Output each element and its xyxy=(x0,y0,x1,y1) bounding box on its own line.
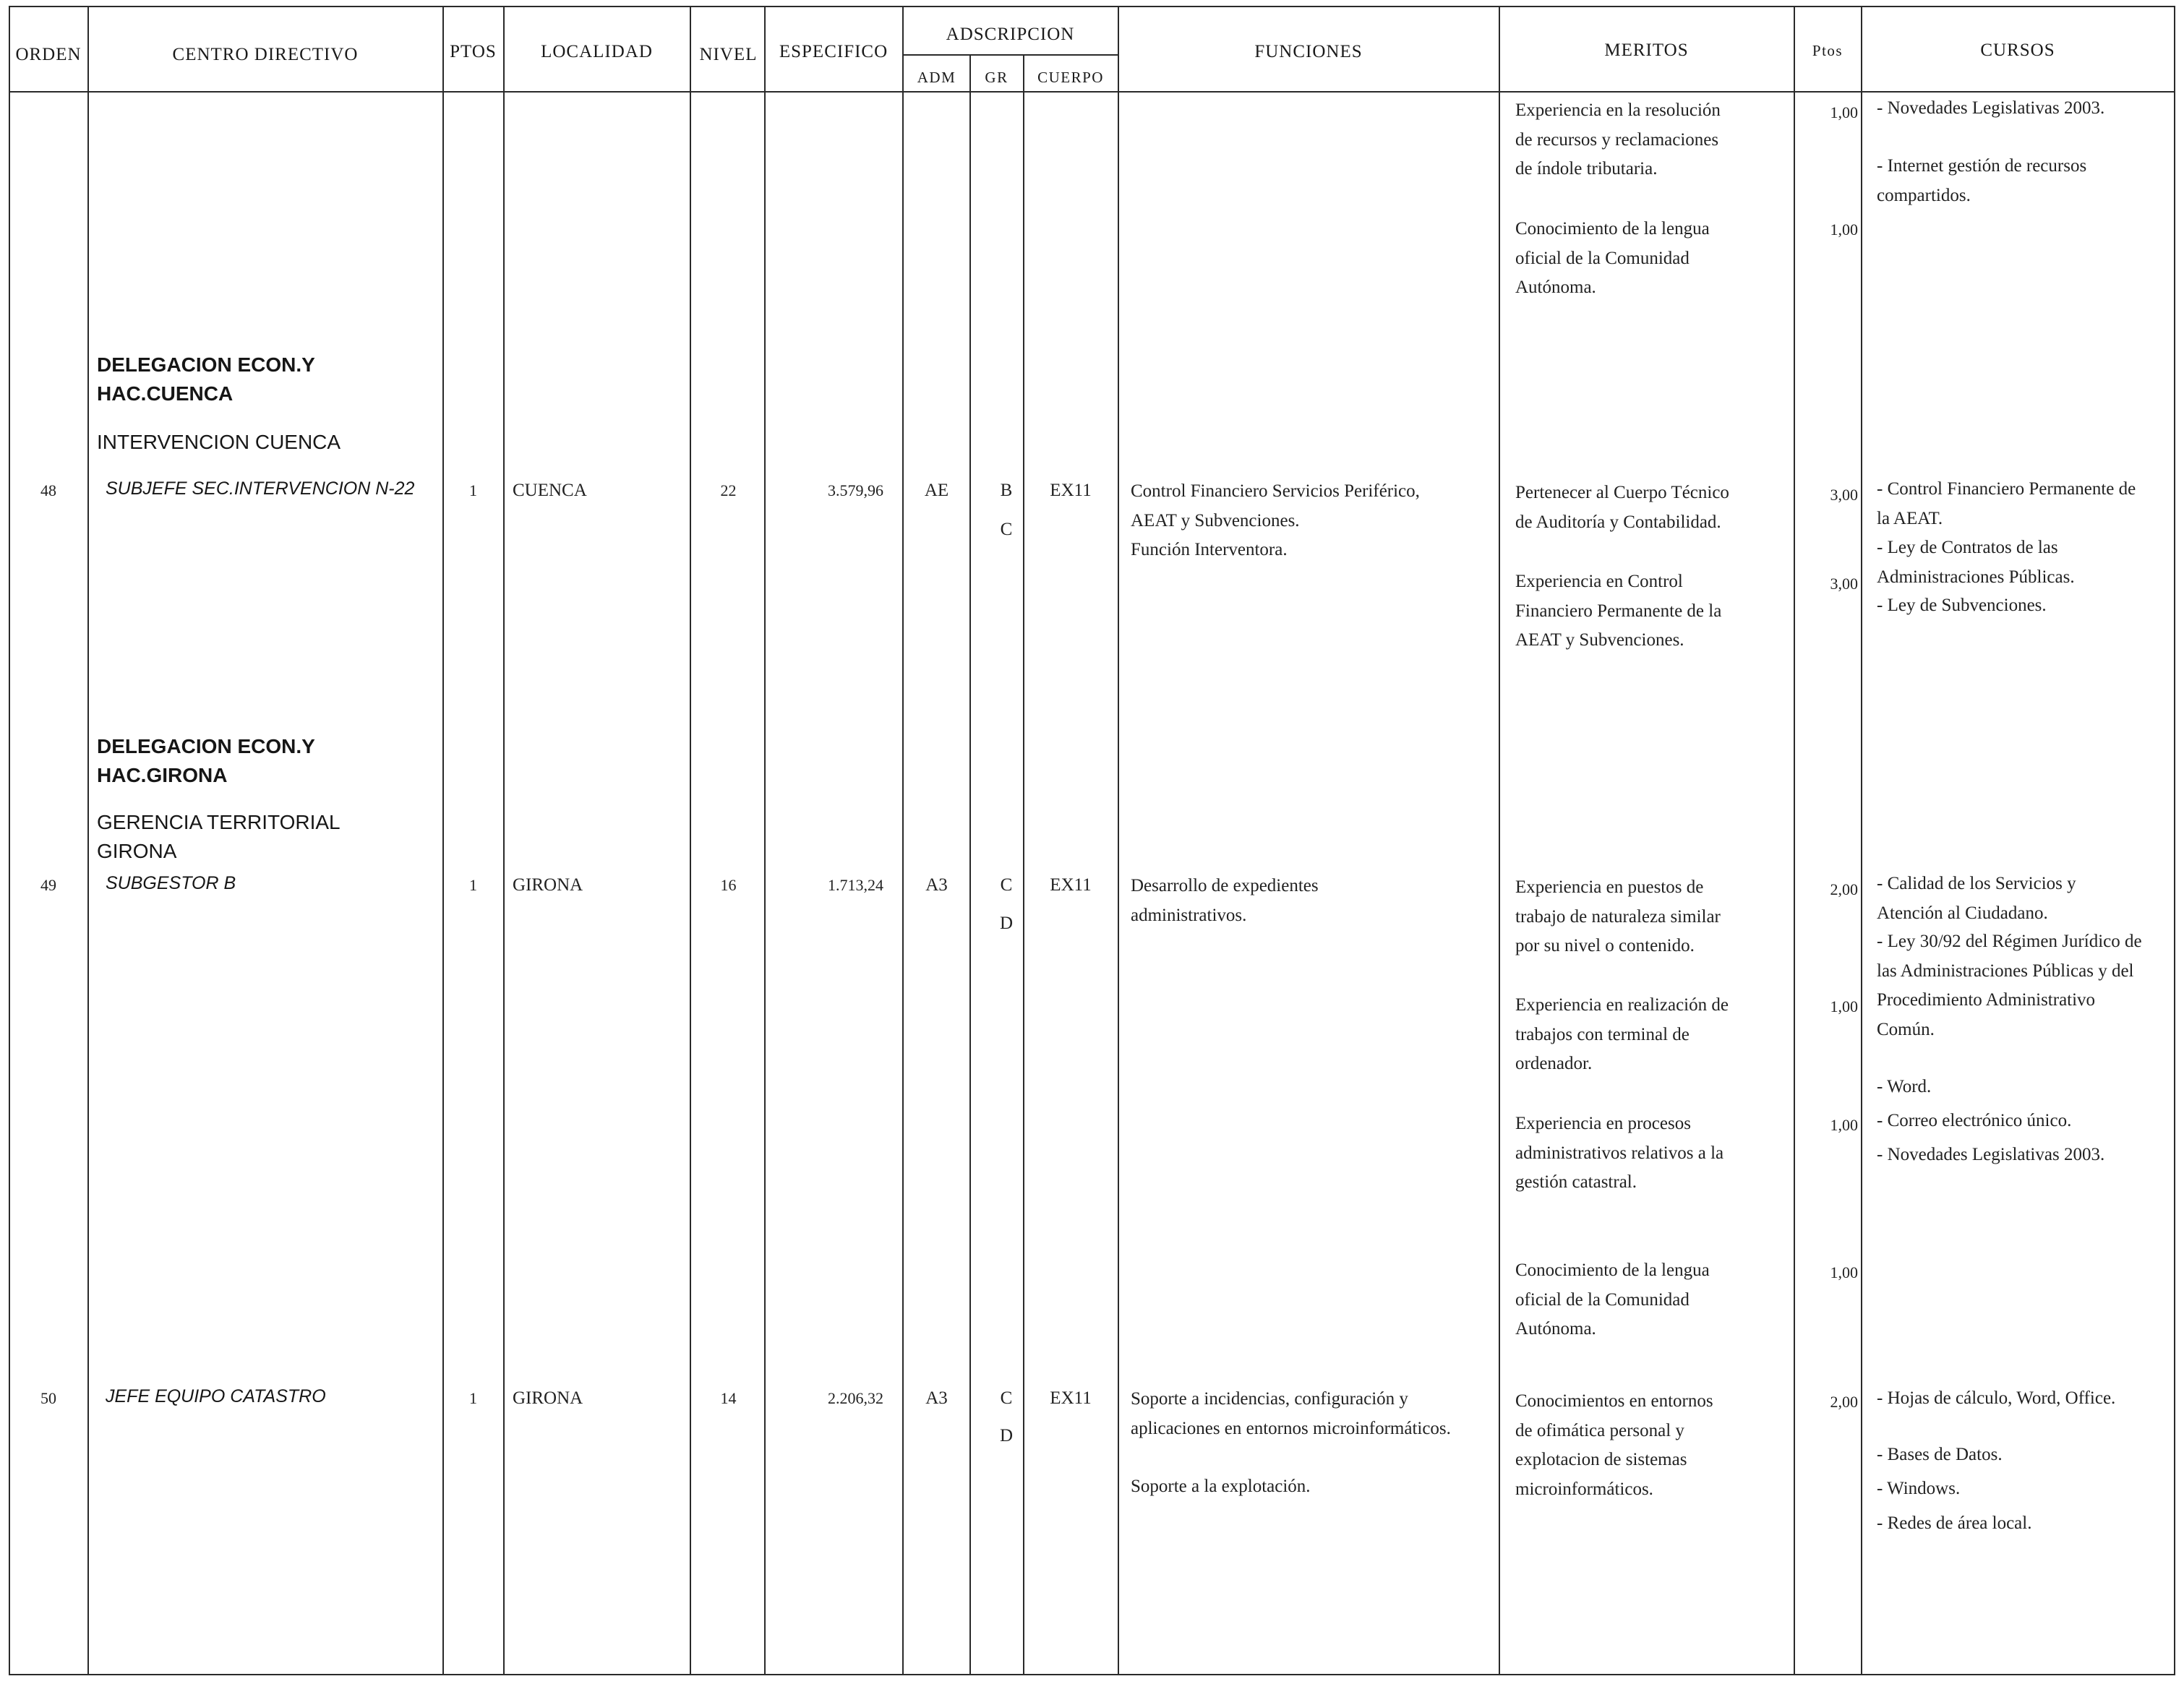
col-border-centro xyxy=(442,6,444,1675)
merito-ptos: 3,00 xyxy=(1830,486,1858,504)
curso-item: - Novedades Legislativas 2003. xyxy=(1877,1145,2105,1164)
row-cuerpo: EX11 xyxy=(1050,1388,1092,1408)
row-nivel: 14 xyxy=(720,1389,737,1407)
header-cursos: CURSOS xyxy=(1980,40,2055,60)
curso-item: - Internet gestión de recursos compartidos. xyxy=(1877,156,2087,205)
col-border-ptos-meritos xyxy=(1861,6,1862,1675)
curso-item: - Calidad de los Servicios y Atención al Ciudadano. xyxy=(1877,874,2076,923)
col-border-cuerpo xyxy=(1118,6,1119,1675)
curso-item: - Word. xyxy=(1877,1077,1932,1096)
col-border-meritos xyxy=(1794,6,1795,1675)
row-funcion: Soporte a incidencias, configuración y aplicaciones en entornos microinformáticos. xyxy=(1131,1389,1451,1438)
header-orden: ORDEN xyxy=(15,45,82,64)
merito-text: Experiencia en realización de trabajos con terminal de ordenador. xyxy=(1515,995,1729,1073)
row-especifico: 3.579,96 xyxy=(828,481,883,499)
row-localidad: GIRONA xyxy=(513,875,583,895)
merito-text: Pertenecer al Cuerpo Técnico de Auditoría y Contabilidad. xyxy=(1515,483,1729,532)
merito-ptos: 1,00 xyxy=(1830,220,1858,239)
table-bottom-border xyxy=(9,1674,2175,1675)
header-bottom-border xyxy=(9,91,2175,93)
table-top-border xyxy=(9,6,2175,7)
row-especifico: 1.713,24 xyxy=(828,876,883,894)
merito-text: Experiencia en la resolución de recursos y reclamaciones de índole tributaria. xyxy=(1515,100,1721,179)
curso-item: - Ley 30/92 del Régimen Jurídico de las Administraciones Públicas y del Procedimiento Administrativo Común. xyxy=(1877,932,2142,1039)
row-localidad: GIRONA xyxy=(513,1388,583,1408)
row-gr: C xyxy=(1000,875,1013,895)
row-nivel: 16 xyxy=(720,876,737,894)
header-meritos: MERITOS xyxy=(1604,40,1689,60)
row-funcion: Función Interventora. xyxy=(1131,540,1288,559)
header-especifico: ESPECIFICO xyxy=(779,42,888,61)
merito-text: Experiencia en Control Financiero Permanente de la AEAT y Subvenciones. xyxy=(1515,572,1722,650)
adscripcion-divider xyxy=(902,54,1119,56)
header-adscripcion: ADSCRIPCION xyxy=(946,25,1075,44)
row-orden: 50 xyxy=(40,1389,56,1407)
col-border-especifico xyxy=(902,6,904,1675)
row-ptos: 1 xyxy=(469,481,477,499)
row-orden: 48 xyxy=(40,481,56,499)
row-adm: A3 xyxy=(925,875,948,895)
row-adm: A3 xyxy=(925,1388,948,1408)
row-especifico: 2.206,32 xyxy=(828,1389,883,1407)
unidad-title: GERENCIA TERRITORIAL GIRONA xyxy=(97,811,340,862)
row-nivel: 22 xyxy=(720,481,737,499)
curso-item: - Bases de Datos. xyxy=(1877,1445,2003,1464)
header-funciones: FUNCIONES xyxy=(1254,42,1363,61)
row-funcion: Soporte a la explotación. xyxy=(1131,1477,1311,1496)
curso-item: - Redes de área local. xyxy=(1877,1513,2032,1533)
col-border-right xyxy=(2174,6,2175,1675)
header-ptos-meritos: Ptos xyxy=(1812,42,1843,59)
row-orden: 49 xyxy=(40,876,56,894)
delegacion-title: DELEGACION ECON.Y HAC.GIRONA xyxy=(97,735,315,786)
row-puesto: SUBJEFE SEC.INTERVENCION N-22 xyxy=(106,478,415,499)
merito-ptos: 1,00 xyxy=(1830,1263,1858,1281)
curso-item: - Correo electrónico único. xyxy=(1877,1111,2072,1130)
col-border-nivel xyxy=(764,6,766,1675)
row-cuerpo: EX11 xyxy=(1050,875,1092,895)
row-puesto: JEFE EQUIPO CATASTRO xyxy=(106,1386,326,1406)
merito-text: Experiencia en procesos administrativos relativos a la gestión catastral. xyxy=(1515,1114,1724,1192)
unidad-title: INTERVENCION CUENCA xyxy=(97,431,341,453)
row-gr: C xyxy=(1000,1388,1013,1408)
merito-ptos: 1,00 xyxy=(1830,997,1858,1015)
curso-item: - Novedades Legislativas 2003. xyxy=(1877,98,2105,118)
header-cuerpo: CUERPO xyxy=(1037,69,1104,86)
merito-ptos: 1,00 xyxy=(1830,1116,1858,1134)
header-centro-directivo: CENTRO DIRECTIVO xyxy=(172,45,359,64)
delegacion-title: DELEGACION ECON.Y HAC.CUENCA xyxy=(97,353,315,405)
merito-ptos: 2,00 xyxy=(1830,880,1858,898)
row-gr: C xyxy=(1000,520,1013,539)
row-ptos: 1 xyxy=(469,1389,477,1407)
curso-item: - Ley de Subvenciones. xyxy=(1877,596,2047,615)
curso-item: - Windows. xyxy=(1877,1479,1961,1498)
curso-item: - Hojas de cálculo, Word, Office. xyxy=(1877,1388,2116,1408)
curso-item: - Ley de Contratos de las Administraciones Públicas. xyxy=(1877,538,2075,587)
row-adm: AE xyxy=(924,481,949,500)
col-border-orden xyxy=(87,6,89,1675)
merito-text: Conocimiento de la lengua oficial de la Comunidad Autónoma. xyxy=(1515,219,1710,297)
merito-ptos: 1,00 xyxy=(1830,103,1858,121)
merito-ptos: 3,00 xyxy=(1830,575,1858,593)
header-localidad: LOCALIDAD xyxy=(541,42,653,61)
row-gr: B xyxy=(1000,481,1013,500)
col-border-ptos xyxy=(503,6,505,1675)
row-puesto: SUBGESTOR B xyxy=(106,873,236,893)
merito-text: Conocimiento de la lengua oficial de la Comunidad Autónoma. xyxy=(1515,1260,1710,1339)
col-border-localidad xyxy=(690,6,691,1675)
row-gr: D xyxy=(999,1426,1014,1445)
curso-item: - Control Financiero Permanente de la AEAT. xyxy=(1877,479,2136,528)
row-ptos: 1 xyxy=(469,876,477,894)
header-nivel: NIVEL xyxy=(699,45,758,64)
merito-text: Conocimientos en entornos de ofimática personal y explotacion de sistemas microinformáticos. xyxy=(1515,1391,1713,1499)
row-funcion: Control Financiero Servicios Periférico, AEAT y Subvenciones. xyxy=(1131,481,1420,530)
row-funcion: Desarrollo de expedientes administrativos. xyxy=(1131,876,1319,925)
header-adm: ADM xyxy=(917,69,956,86)
col-border-left xyxy=(9,6,10,1675)
row-gr: D xyxy=(999,914,1014,933)
merito-text: Experiencia en puestos de trabajo de naturaleza similar por su nivel o contenido. xyxy=(1515,877,1721,955)
header-gr: GR xyxy=(985,69,1009,86)
col-border-funciones xyxy=(1499,6,1500,1675)
header-ptos: PTOS xyxy=(450,42,497,61)
row-cuerpo: EX11 xyxy=(1050,481,1092,500)
merito-ptos: 2,00 xyxy=(1830,1393,1858,1411)
row-localidad: CUENCA xyxy=(513,481,587,500)
